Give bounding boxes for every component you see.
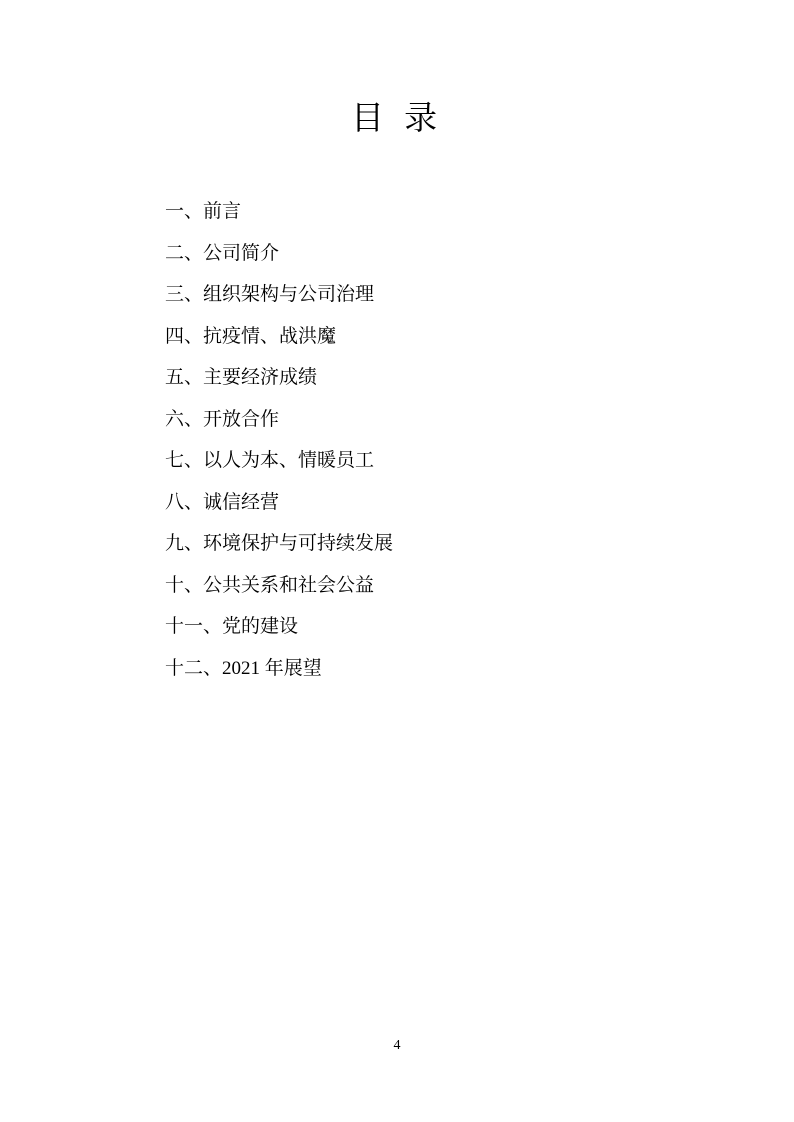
page-title: 目 录	[350, 101, 444, 137]
page-number: 4	[393, 1038, 401, 1053]
toc-entry[interactable]: 六、开放合作	[165, 408, 280, 430]
toc-entry[interactable]: 八、诚信经营	[165, 491, 280, 513]
toc-entry[interactable]: 十一、党的建设	[165, 616, 299, 637]
toc-entry[interactable]: 四、抗疫情、战洪魔	[165, 325, 337, 347]
toc-entry[interactable]: 七、以人为本、情暖员工	[165, 450, 375, 471]
table-of-contents	[0, 191, 794, 689]
toc-entry[interactable]: 五、主要经济成绩	[165, 367, 318, 388]
toc-entry[interactable]: 二、公司简介	[165, 242, 280, 264]
toc-entry[interactable]: 十二、2021 年展望	[165, 657, 322, 679]
toc-entry[interactable]: 三、组织架构与公司治理	[165, 284, 375, 305]
toc-entry[interactable]: 十、公共关系和社会公益	[165, 574, 375, 596]
toc-entry[interactable]: 九、环境保护与可持续发展	[165, 533, 394, 554]
toc-entry[interactable]: 一、前言	[165, 201, 242, 222]
